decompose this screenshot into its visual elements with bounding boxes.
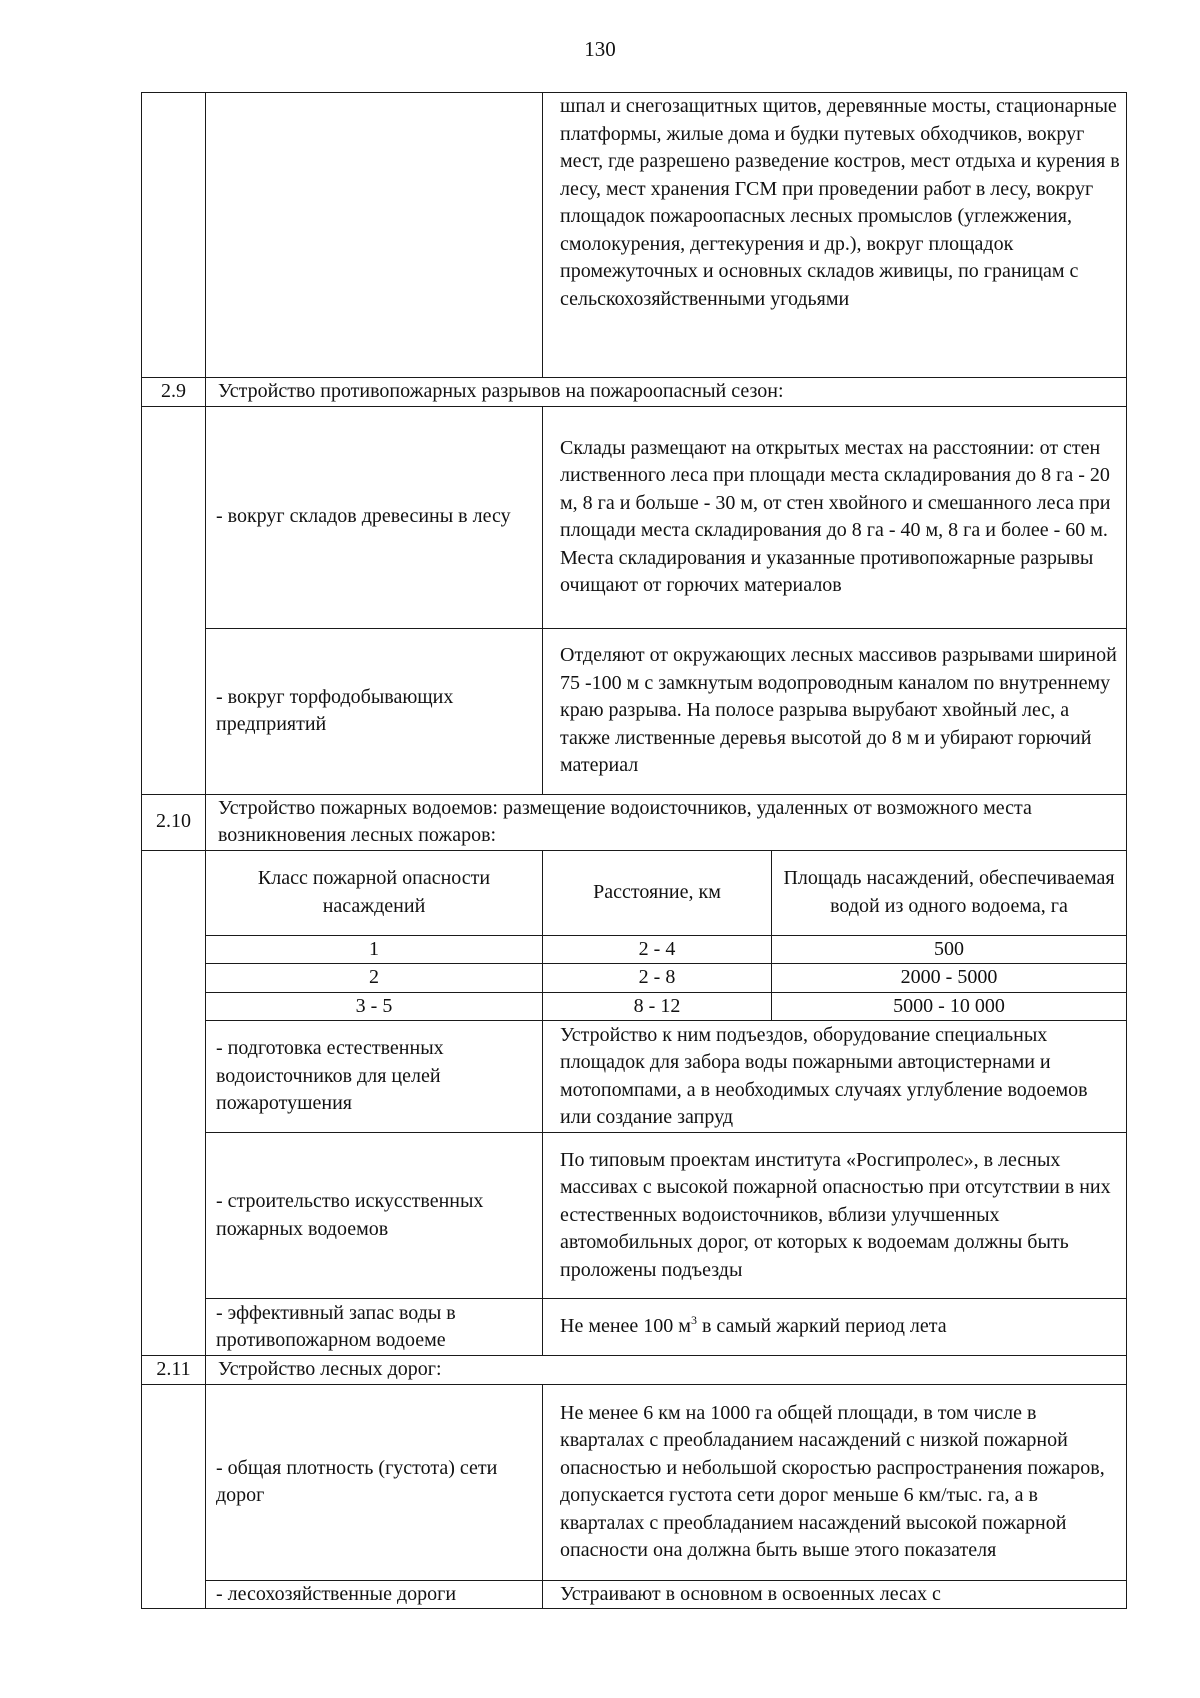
fire-prevention-measures-table: [141, 92, 1127, 1609]
item-description: Не менее 6 км на 1000 га общей площади, в том числе в кварталах с преобладанием насаждений с низкой пожарной опасностью и небольшой скоростью распространения пожаров, допускается густота сети дорог меньше 6 км/тыс. га, а в кварталах с преобладанием насаждений высокой пожарной опасности она должна быть выше этого показателя: [543, 1384, 1127, 1580]
label-cell: [206, 93, 543, 378]
table-row: [142, 1580, 1127, 1609]
text-after: в самый жаркий период лета: [696, 1315, 947, 1338]
table-row: [142, 1299, 1127, 1356]
section-row-2-11: [142, 1356, 1127, 1385]
section-number: 2.9: [142, 378, 206, 407]
table-row: [142, 1133, 1127, 1299]
number-cell: [142, 992, 206, 1021]
description-cell: шпал и снегозащитных щитов, деревянные мосты, стационарные платформы, жилые дома и будки путевых обходчиков, вокруг мест, где разрешено разведение костров, мест отдыха и курения в лесу, мест хранения ГСМ при проведении работ в лесу, вокруг площадок пожароопасных лесных промыслов (углежжения, смолокурения, дегтекурения и др.), вокруг площадок промежуточных и основных складов живицы, по границам с сельскохозяйственными угодьями: [543, 93, 1127, 378]
item-label: - эффективный запас воды в противопожарном водоеме: [206, 1299, 543, 1356]
text-before: Не менее 100 м: [560, 1315, 691, 1338]
section-number: 2.10: [142, 794, 206, 850]
header-plantation-area: Площадь насаждений, обеспечиваемая водой из одного водоема, га: [772, 850, 1127, 935]
cell-class: 3 - 5: [206, 992, 543, 1021]
number-cell: [142, 1133, 206, 1299]
number-cell: [142, 964, 206, 993]
table-row: [142, 1021, 1127, 1133]
header-distance: Расстояние, км: [543, 850, 772, 935]
table-row: [142, 628, 1127, 794]
water-table-header-row: [142, 850, 1127, 935]
item-description: Устраивают в основном в освоенных лесах с: [543, 1580, 1127, 1609]
section-title: Устройство пожарных водоемов: размещение водоисточников, удаленных от возможного места возникновения лесных пожаров:: [206, 794, 1127, 850]
table-row: [142, 93, 1127, 378]
cell-class: 2: [206, 964, 543, 993]
section-title: Устройство противопожарных разрывов на пожароопасный сезон:: [206, 378, 1127, 407]
section-row-2-9: [142, 378, 1127, 407]
header-fire-hazard-class: Класс пожарной опасности насаждений: [206, 850, 543, 935]
section-number: 2.11: [142, 1356, 206, 1385]
number-cell: [142, 628, 206, 794]
section-row-2-10: [142, 794, 1127, 850]
table-row: [142, 964, 1127, 993]
cell-area: 5000 - 10 000: [772, 992, 1127, 1021]
number-cell: [142, 406, 206, 628]
number-cell: [142, 93, 206, 378]
table-row: [142, 992, 1127, 1021]
number-cell: [142, 935, 206, 964]
number-cell: [142, 1299, 206, 1356]
item-description: [543, 1299, 1127, 1356]
item-label: - вокруг торфодобывающих предприятий: [206, 628, 543, 794]
item-description: Устройство к ним подъездов, оборудование специальных площадок для забора воды пожарными автоцистернами и мотопомпами, а в необходимых случаях углубление водоемов или создание запруд: [543, 1021, 1127, 1133]
table-row: [142, 1384, 1127, 1580]
item-description: Отделяют от окружающих лесных массивов разрывами шириной 75 -100 м с замкнутым водопроводным каналом по внутреннему краю разрыва. На полосе разрыва вырубают хвойный лес, а также лиственные деревья высотой до 8 м и убирают горючий материал: [543, 628, 1127, 794]
item-label: - общая плотность (густота) сети дорог: [206, 1384, 543, 1580]
cell-area: 500: [772, 935, 1127, 964]
number-cell: [142, 1021, 206, 1133]
number-cell: [142, 850, 206, 935]
cell-distance: 8 - 12: [543, 992, 772, 1021]
cell-area: 2000 - 5000: [772, 964, 1127, 993]
cell-distance: 2 - 8: [543, 964, 772, 993]
cell-class: 1: [206, 935, 543, 964]
item-label: - лесохозяйственные дороги: [206, 1580, 543, 1609]
number-cell: [142, 1580, 206, 1609]
item-description: Склады размещают на открытых местах на расстоянии: от стен лиственного леса при площади места складирования до 8 га - 20 м, 8 га и больше - 30 м, от стен хвойного и смешанного леса при площади места складирования до 8 га - 40 м, 8 га и более - 60 м. Места складирования и указанные противопожарные разрывы очищают от горючих материалов: [543, 406, 1127, 628]
page-number: 130: [584, 37, 616, 61]
item-label: - строительство искусственных пожарных водоемов: [206, 1133, 543, 1299]
section-title: Устройство лесных дорог:: [206, 1356, 1127, 1385]
item-description: По типовым проектам института «Росгипролес», в лесных массивах с высокой пожарной опасностью при отсутствии в них естественных водоисточников, вблизи улучшенных автомобильных дорог, от которых к водоемам должны быть проложены подъезды: [543, 1133, 1127, 1299]
item-label: - подготовка естественных водоисточников для целей пожаротушения: [206, 1021, 543, 1133]
cell-distance: 2 - 4: [543, 935, 772, 964]
number-cell: [142, 1384, 206, 1580]
superscript: 3: [690, 1313, 697, 1328]
table-row: [142, 406, 1127, 628]
item-label: - вокруг складов древесины в лесу: [206, 406, 543, 628]
table-row: [142, 935, 1127, 964]
